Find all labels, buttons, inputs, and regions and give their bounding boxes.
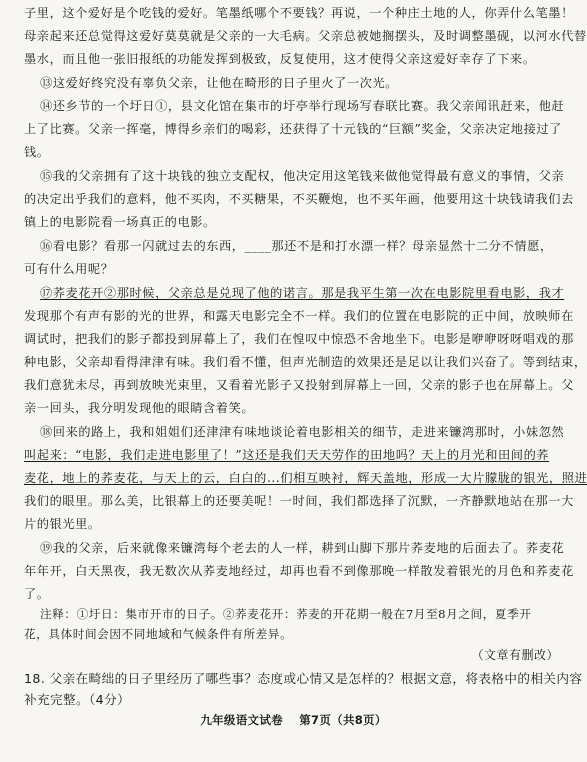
paragraph-17-line: 亲一回头，我分明发现他的眼睛含着笑。 <box>24 401 255 415</box>
notes-line: 注释：①圩日：集市开市的日子。②荞麦花开：荞麦的开花期一般在7月至8月之间，夏季开 <box>40 607 532 621</box>
paragraph-19-line: ⑲我的父亲，后来就像来镰湾每个老去的人一样，耕到山脚下那片荞麦地的后面去了。荞麦花 <box>40 541 565 555</box>
paragraph-15-line: 的决定出乎我们的意料，他不买肉，不买糖果，不买鞭炮，也不买年画，他要用这十块钱请我们去 <box>24 192 574 206</box>
paragraph-14-line: ⑭还乡节的一个圩日①，县文化馆在集市的圩亭举行现场写春联比赛。我父亲闻讯赶来，他赶 <box>40 99 565 113</box>
paragraph-16-line: ⑯看电影？看那一闪就过去的东西，____那还不是和打水漂一样？母亲显然十二分不情愿， <box>40 239 553 253</box>
passage-line: 母亲起来还总觉得这爱好莫莫就是父亲的一大毛病。父亲总被她搁摆头，及时调整墨砚，以河水代替 <box>24 29 587 43</box>
paragraph-19-line: 了。 <box>24 587 50 601</box>
paragraph-18-line: 麦花，地上的荞麦花，与天上的云，白白的...们相互映衬，辉天盖地，形成一大片朦胧的银光，照进 <box>24 471 587 485</box>
paragraph-17-line: 我们意犹未尽，再到放映光束里，又看着光影子又投射到屏幕上一回，父亲的影子也在屏幕上。父 <box>24 378 574 392</box>
footer-exam-name: 九年级语文试卷 <box>200 713 283 727</box>
paragraph-19-line: 年年开，白天黑夜，我无数次从荞麦地经过，却再也看不到像那晚一样散发着银光的月色和荞麦花 <box>24 564 574 578</box>
passage-line: 墨水，而且他一张旧报纸的功能发挥到极致，反复使用，这才使得父亲这爱好幸存了下来。 <box>24 52 536 66</box>
page-footer <box>0 712 587 728</box>
paragraph-15-line: 镇上的电影院看一场真正的电影。 <box>24 215 216 229</box>
paragraph-18-line: ⑱回来的路上，我和姐姐们还津津有味地谈论着电影相关的细节，走进来镰湾那时，小妹忽然 <box>40 425 565 439</box>
paragraph-16-line: 可有什么用呢？ <box>24 262 114 276</box>
paragraph-14-line: 钱。 <box>24 145 50 159</box>
paragraph-18-line: 叫起来：“电影，我们走进电影里了！”这还是我们天天劳作的田地吗？天上的月光和田间的荞 <box>24 448 550 462</box>
paragraph-18-line: 我们的眼里。那么美，比银幕上的还要美呢！一时间，我们都选择了沉默，一齐静默地站在那一大 <box>24 494 574 508</box>
paragraph-17-line: ⑰荞麦花开②那时候，父亲总是兑现了他的诺言。那是我平生第一次在电影院里看电影，我才 <box>40 286 565 300</box>
footer-page-number: 第7页（共8页） <box>299 713 387 727</box>
paragraph-13: ⑬这爱好终究没有辜负父亲，让他在畸形的日子里火了一次光。 <box>40 76 399 90</box>
paragraph-18-line: 片的银光里。 <box>24 517 101 531</box>
passage-line: 子里，这个爱好是个吃钱的爱好。笔墨纸哪个不要钱？再说，一个种庄土地的人，你弄什么笔墨！ <box>24 6 574 20</box>
paragraph-15-line: ⑮我的父亲拥有了这十块钱的独立支配权，他决定用这笔钱来做他觉得最有意义的事情，父亲 <box>40 169 565 183</box>
notes-line: 花，具体时间会因不同地域和气候条件有所差异。 <box>24 627 293 641</box>
paragraph-17-line: 调试时，把我们的影子都投到屏幕上了，我们在惶叹中惊恐不舍地坐下。电影是咿咿呀呀唱戏的那 <box>24 332 574 346</box>
paragraph-14-line: 上了比赛。父亲一挥毫，博得乡亲们的喝彩，还获得了十元钱的“巨额”奖金，父亲决定地接过了 <box>24 122 562 136</box>
paragraph-17-line: 发现那个有声有影的光的世界，和露天电影完全不一样。我们的位置在电影院的正中间，放映师在 <box>24 309 574 323</box>
paragraph-17-line: 种电影，父亲却看得津津有味。我们看不懂，但声光制造的效果还是足以让我们兴奋了。等到结束， <box>24 355 587 369</box>
source-note: （文章有删改） <box>471 648 559 662</box>
question-line: 补充完整。（4分） <box>24 692 131 707</box>
question-line: 18. 父亲在畸绌的日子里经历了哪些事？态度或心情又是怎样的？根据文意，将表格中的相关内容 <box>24 671 583 686</box>
